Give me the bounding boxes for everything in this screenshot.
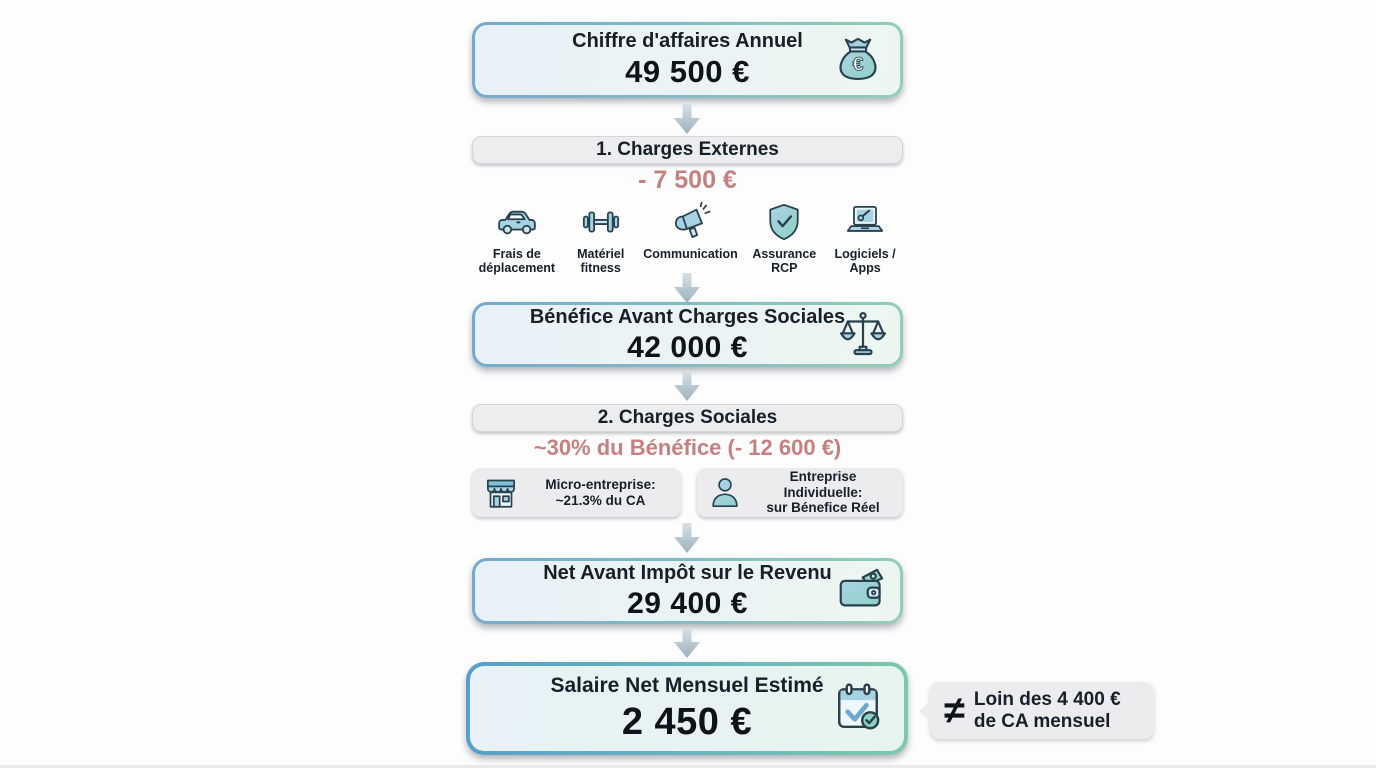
expense-label: Matériel fitness xyxy=(577,247,625,275)
expense-label: Logiciels / Apps xyxy=(834,247,896,275)
option-entreprise-individuelle xyxy=(697,468,903,517)
balance-scale-icon xyxy=(836,308,890,362)
megaphone-icon xyxy=(668,200,714,244)
net-avant-impot-title: Net Avant Impôt sur le Revenu xyxy=(543,562,832,584)
expense-item-insurance xyxy=(747,200,821,275)
net-avant-impot-value: 29 400 € xyxy=(627,587,748,620)
option-text xyxy=(751,469,895,517)
charges-externes-amount: - 7 500 € xyxy=(638,166,737,194)
dumbbell-icon xyxy=(578,200,624,244)
not-equal-icon: ≠ xyxy=(944,689,965,732)
comparison-note xyxy=(930,682,1154,739)
storefront-icon xyxy=(480,472,522,514)
charges-externes-heading: 1. Charges Externes xyxy=(472,136,903,164)
money-bag-icon xyxy=(832,34,884,86)
salaire-net-title: Salaire Net Mensuel Estimé xyxy=(550,673,824,697)
benefice-title: Bénéfice Avant Charges Sociales xyxy=(529,305,846,328)
car-icon xyxy=(494,200,540,244)
salaire-net-value: 2 450 € xyxy=(621,700,753,743)
expense-item-travel xyxy=(472,200,562,275)
note-text xyxy=(974,689,1121,732)
laptop-tools-icon xyxy=(842,200,888,244)
arrow-down-icon xyxy=(673,523,701,553)
revenue-box xyxy=(472,22,903,98)
benefice-value: 42 000 € xyxy=(627,330,748,364)
expense-item-software xyxy=(827,200,903,275)
salaire-net-box xyxy=(466,662,908,755)
revenue-value: 49 500 € xyxy=(625,54,750,90)
arrow-down-icon xyxy=(673,104,701,134)
calendar-check-icon xyxy=(828,679,888,739)
option-line1: Micro-entreprise: xyxy=(545,476,656,492)
expense-items-row xyxy=(472,200,903,275)
option-text xyxy=(528,477,673,509)
revenue-title: Chiffre d'affaires Annuel xyxy=(572,30,803,53)
shield-check-icon xyxy=(762,200,806,244)
expense-label: Communication xyxy=(643,247,738,261)
arrow-down-icon xyxy=(673,273,701,303)
charges-sociales-heading: 2. Charges Sociales xyxy=(472,404,903,432)
option-line2: sur Bénefice Réel xyxy=(766,500,880,516)
net-avant-impot-box xyxy=(472,558,903,624)
option-line1: Entreprise Individuelle: xyxy=(783,468,863,500)
arrow-down-icon xyxy=(673,371,701,401)
note-line1: Loin des 4 400 € xyxy=(973,689,1121,711)
expense-item-communication xyxy=(640,200,742,261)
svg-text:€: € xyxy=(852,53,864,76)
arrow-down-icon xyxy=(673,628,701,658)
option-line2: ~21.3% du CA xyxy=(555,492,646,508)
expense-item-equipment xyxy=(568,200,634,275)
charges-sociales-amount: ~30% du Bénéfice (- 12 600 €) xyxy=(533,435,842,460)
person-icon xyxy=(705,473,745,513)
benefice-box xyxy=(472,302,903,367)
expense-label: Assurance RCP xyxy=(752,247,817,275)
option-micro-entreprise xyxy=(472,468,681,517)
wallet-icon xyxy=(834,564,888,618)
expense-label: Frais de déplacement xyxy=(478,247,556,275)
note-line2: de CA mensuel xyxy=(973,710,1111,732)
